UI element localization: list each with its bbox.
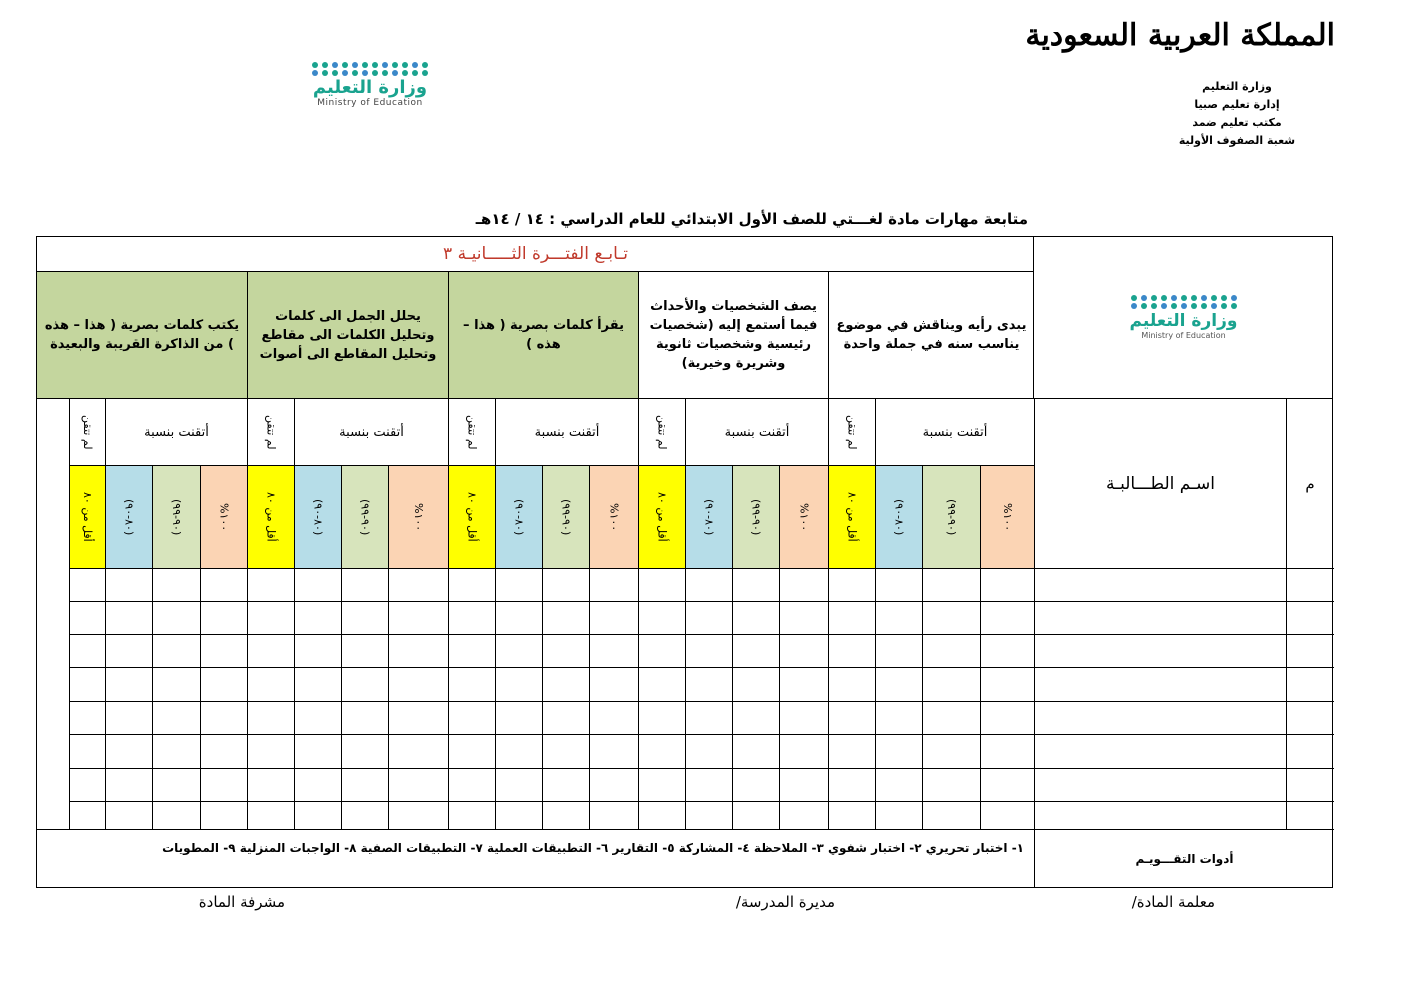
logo-dots-icon [300, 62, 440, 68]
score-cell[interactable] [542, 734, 589, 768]
score-cell[interactable] [388, 701, 448, 734]
evaluation-tools-list: ١- اختبار تحريري ٢- اختبار شفوي ٣- الملاحظة ٤- المشاركة ٥- التقارير ٦- التطبيقات العملية ٧- التطبيقات الصفية ٨- الواجبات المنزلية ٩- المطويات [36, 829, 1034, 888]
student-name-cell[interactable] [1034, 768, 1286, 801]
score-cell[interactable] [448, 734, 495, 768]
table-logo-cell [1033, 236, 1333, 398]
not-mastered-header: لم تتقن [448, 398, 495, 465]
score-cell[interactable] [685, 568, 732, 601]
score-cell[interactable] [779, 701, 828, 734]
ministry-logo [300, 62, 440, 108]
score-cell[interactable] [589, 667, 638, 701]
score-cell[interactable] [200, 768, 247, 801]
score-cell[interactable] [294, 568, 341, 601]
score-cell[interactable] [200, 568, 247, 601]
score-cell[interactable] [341, 801, 388, 829]
skill-header: يقرأ كلمات بصرية ( هذا – هذه ) [448, 271, 638, 398]
score-cell[interactable] [69, 701, 105, 734]
header-lines [1167, 78, 1307, 150]
score-cell[interactable] [980, 634, 1034, 667]
score-cell[interactable] [732, 701, 779, 734]
score-cell[interactable] [589, 768, 638, 801]
score-cell[interactable] [875, 734, 922, 768]
score-cell[interactable] [105, 768, 152, 801]
range-header: (٩٠-٩٩) [341, 465, 388, 568]
range-header: (٨٠-٩٠) [105, 465, 152, 568]
ministry-name-en: Ministry of Education [1141, 331, 1226, 340]
score-cell[interactable] [294, 667, 341, 701]
score-cell[interactable] [294, 801, 341, 829]
score-cell[interactable] [69, 734, 105, 768]
score-cell[interactable] [875, 634, 922, 667]
score-cell[interactable] [105, 701, 152, 734]
score-cell[interactable] [638, 634, 685, 667]
score-cell[interactable] [200, 667, 247, 701]
score-cell[interactable] [105, 667, 152, 701]
score-cell[interactable] [732, 768, 779, 801]
score-cell[interactable] [388, 667, 448, 701]
score-cell[interactable] [779, 667, 828, 701]
number-header: م [1286, 398, 1333, 568]
score-cell[interactable] [69, 801, 105, 829]
score-cell[interactable] [875, 768, 922, 801]
score-cell[interactable] [448, 768, 495, 801]
header-line: شعبة الصفوف الأولية [1178, 134, 1296, 147]
score-cell[interactable] [732, 667, 779, 701]
score-cell[interactable] [828, 634, 875, 667]
score-cell[interactable] [200, 801, 247, 829]
score-cell[interactable] [980, 667, 1034, 701]
score-cell[interactable] [779, 568, 828, 601]
score-cell[interactable] [922, 601, 980, 634]
score-cell[interactable] [980, 701, 1034, 734]
skill-header: يبدى رأيه ويناقش في موضوع يناسب سنه في جملة واحدة [828, 271, 1034, 398]
score-cell[interactable] [589, 801, 638, 829]
score-cell[interactable] [922, 701, 980, 734]
student-name-cell[interactable] [1034, 568, 1286, 601]
range-header: (٨٠-٩٠) [875, 465, 922, 568]
score-cell[interactable] [247, 601, 294, 634]
score-cell[interactable] [495, 768, 542, 801]
score-cell[interactable] [828, 601, 875, 634]
evaluation-tools-label: أدوات التقـــويـم [1034, 829, 1334, 888]
score-cell[interactable] [828, 568, 875, 601]
score-cell[interactable] [247, 734, 294, 768]
score-cell[interactable] [875, 601, 922, 634]
skill-header: يصف الشخصيات والأحداث فيما أستمع إليه (شخصيات رئيسية وشخصيات ثانوية وشريرة وخيرية) [638, 271, 828, 398]
mastered-header: أتقنت بنسبة [685, 398, 828, 465]
score-cell[interactable] [732, 734, 779, 768]
score-cell[interactable] [779, 601, 828, 634]
range-header: (٨٠-٩٠) [495, 465, 542, 568]
score-cell[interactable] [779, 634, 828, 667]
score-cell[interactable] [495, 667, 542, 701]
score-cell[interactable] [589, 568, 638, 601]
empty-column [36, 398, 69, 804]
score-cell[interactable] [495, 801, 542, 829]
score-cell[interactable] [448, 634, 495, 667]
score-cell[interactable] [589, 734, 638, 768]
not-mastered-header: لم تتقن [247, 398, 294, 465]
supervisor-signature: مشرفة المادة [198, 893, 285, 911]
range-header: ١٠٠% [200, 465, 247, 568]
score-cell[interactable] [341, 568, 388, 601]
score-cell[interactable] [448, 667, 495, 701]
score-cell[interactable] [152, 768, 200, 801]
teacher-signature: معلمة المادة/ [1131, 893, 1215, 911]
score-cell[interactable] [341, 701, 388, 734]
score-cell[interactable] [448, 801, 495, 829]
score-cell[interactable] [247, 667, 294, 701]
score-cell[interactable] [638, 734, 685, 768]
score-cell[interactable] [341, 601, 388, 634]
range-header: (٩٠-٩٩) [152, 465, 200, 568]
score-cell[interactable] [388, 801, 448, 829]
score-cell[interactable] [200, 701, 247, 734]
score-cell[interactable] [685, 768, 732, 801]
range-header: أقل من ٨٠ [638, 465, 685, 568]
student-name-cell[interactable] [1034, 801, 1286, 829]
skill-header: يحلل الجمل الى كلمات وتحليل الكلمات الى مقاطع وتحليل المقاطع الى أصوات [247, 271, 448, 398]
student-number-cell[interactable] [1286, 701, 1334, 734]
score-cell[interactable] [105, 601, 152, 634]
score-cell[interactable] [638, 568, 685, 601]
score-cell[interactable] [638, 601, 685, 634]
ministry-name-ar: وزارة التعليم [1129, 311, 1238, 331]
score-cell[interactable] [247, 768, 294, 801]
range-header: ١٠٠% [980, 465, 1034, 568]
score-cell[interactable] [685, 701, 732, 734]
student-name-cell[interactable] [1034, 667, 1286, 701]
range-header: أقل من ٨٠ [69, 465, 105, 568]
range-header: (٨٠-٩٠) [294, 465, 341, 568]
score-cell[interactable] [542, 568, 589, 601]
score-cell[interactable] [105, 801, 152, 829]
score-cell[interactable] [589, 601, 638, 634]
score-cell[interactable] [247, 568, 294, 601]
score-cell[interactable] [542, 601, 589, 634]
score-cell[interactable] [294, 701, 341, 734]
ministry-name-ar: وزارة التعليم [312, 77, 428, 98]
score-cell[interactable] [69, 768, 105, 801]
score-cell[interactable] [247, 634, 294, 667]
range-header: (٨٠-٩٠) [685, 465, 732, 568]
ministry-name-en: Ministry of Education [317, 98, 423, 108]
kingdom-logo: المملكة العربية السعودية [1025, 18, 1335, 53]
score-cell[interactable] [980, 768, 1034, 801]
score-cell[interactable] [589, 701, 638, 734]
score-cell[interactable] [294, 634, 341, 667]
score-cell[interactable] [875, 701, 922, 734]
student-name-cell[interactable] [1034, 701, 1286, 734]
student-number-cell[interactable] [1286, 667, 1334, 701]
student-number-cell[interactable] [1286, 634, 1334, 667]
score-cell[interactable] [732, 801, 779, 829]
score-cell[interactable] [200, 734, 247, 768]
student-number-cell[interactable] [1286, 601, 1334, 634]
score-cell[interactable] [589, 634, 638, 667]
score-cell[interactable] [388, 601, 448, 634]
score-cell[interactable] [542, 634, 589, 667]
student-name-cell[interactable] [1034, 734, 1286, 768]
score-cell[interactable] [495, 634, 542, 667]
period-title: تـابـع الفتـــرة الثـــــانيـة ٣ [36, 236, 1034, 271]
range-header: ١٠٠% [388, 465, 448, 568]
principal-signature: مديرة المدرسة/ [735, 893, 835, 911]
score-cell[interactable] [152, 734, 200, 768]
student-name-cell[interactable] [1034, 601, 1286, 634]
score-cell[interactable] [294, 734, 341, 768]
range-header: ١٠٠% [779, 465, 828, 568]
header-line: وزارة التعليم [1202, 80, 1272, 93]
score-cell[interactable] [152, 801, 200, 829]
score-cell[interactable] [388, 734, 448, 768]
score-cell[interactable] [388, 768, 448, 801]
score-cell[interactable] [922, 801, 980, 829]
range-header: أقل من ٨٠ [448, 465, 495, 568]
score-cell[interactable] [341, 734, 388, 768]
mastered-header: أتقنت بنسبة [105, 398, 247, 465]
score-cell[interactable] [828, 768, 875, 801]
score-cell[interactable] [152, 667, 200, 701]
score-cell[interactable] [152, 568, 200, 601]
score-cell[interactable] [980, 601, 1034, 634]
score-cell[interactable] [69, 601, 105, 634]
score-cell[interactable] [341, 667, 388, 701]
score-cell[interactable] [200, 601, 247, 634]
score-cell[interactable] [542, 768, 589, 801]
score-cell[interactable] [638, 701, 685, 734]
score-cell[interactable] [922, 667, 980, 701]
score-cell[interactable] [685, 734, 732, 768]
score-cell[interactable] [828, 801, 875, 829]
header-line: مكتب تعليم ضمد [1192, 116, 1282, 129]
score-cell[interactable] [685, 601, 732, 634]
score-cell[interactable] [200, 634, 247, 667]
score-cell[interactable] [685, 667, 732, 701]
score-cell[interactable] [294, 601, 341, 634]
score-cell[interactable] [922, 634, 980, 667]
student-number-cell[interactable] [1286, 801, 1334, 829]
score-cell[interactable] [69, 634, 105, 667]
score-cell[interactable] [495, 568, 542, 601]
score-cell[interactable] [980, 734, 1034, 768]
score-cell[interactable] [388, 568, 448, 601]
score-cell[interactable] [922, 734, 980, 768]
score-cell[interactable] [69, 667, 105, 701]
score-cell[interactable] [152, 701, 200, 734]
student-number-cell[interactable] [1286, 734, 1334, 768]
score-cell[interactable] [638, 667, 685, 701]
score-cell[interactable] [69, 568, 105, 601]
not-mastered-header: لم تتقن [828, 398, 875, 465]
score-cell[interactable] [105, 734, 152, 768]
score-cell[interactable] [732, 634, 779, 667]
score-cell[interactable] [542, 667, 589, 701]
range-header: (٩٠-٩٩) [542, 465, 589, 568]
page-title: متابعة مهارات مادة لغـــتي للصف الأول الابتدائي للعام الدراسي : ١٤ / ١٤هـ [475, 210, 1028, 228]
mastered-header: أتقنت بنسبة [875, 398, 1034, 465]
not-mastered-header: لم تتقن [638, 398, 685, 465]
score-cell[interactable] [495, 734, 542, 768]
score-cell[interactable] [247, 701, 294, 734]
score-cell[interactable] [448, 701, 495, 734]
range-header: أقل من ٨٠ [247, 465, 294, 568]
score-cell[interactable] [448, 568, 495, 601]
range-header: أقل من ٨٠ [828, 465, 875, 568]
score-cell[interactable] [779, 768, 828, 801]
score-cell[interactable] [828, 734, 875, 768]
score-cell[interactable] [341, 634, 388, 667]
score-cell[interactable] [341, 768, 388, 801]
score-cell[interactable] [922, 568, 980, 601]
score-cell[interactable] [875, 801, 922, 829]
range-header: ١٠٠% [589, 465, 638, 568]
score-cell[interactable] [152, 634, 200, 667]
not-mastered-header: لم تتقن [69, 398, 105, 465]
score-cell[interactable] [980, 568, 1034, 601]
score-cell[interactable] [638, 768, 685, 801]
student-number-cell[interactable] [1286, 568, 1334, 601]
score-cell[interactable] [495, 601, 542, 634]
score-cell[interactable] [542, 801, 589, 829]
skill-header: يكتب كلمات بصرية ( هذا – هذه ) من الذاكرة القريبة والبعيدة [36, 271, 247, 398]
mastered-header: أتقنت بنسبة [495, 398, 638, 465]
score-cell[interactable] [247, 801, 294, 829]
tracking-table [36, 236, 1333, 888]
score-cell[interactable] [685, 801, 732, 829]
range-header: (٩٠-٩٩) [732, 465, 779, 568]
score-cell[interactable] [638, 801, 685, 829]
score-cell[interactable] [152, 601, 200, 634]
range-header: (٩٠-٩٩) [922, 465, 980, 568]
score-cell[interactable] [732, 568, 779, 601]
score-cell[interactable] [875, 667, 922, 701]
student-name-header: اسـم الطـــالبـة [1034, 398, 1286, 568]
score-cell[interactable] [495, 701, 542, 734]
score-cell[interactable] [922, 768, 980, 801]
score-cell[interactable] [980, 801, 1034, 829]
score-cell[interactable] [732, 601, 779, 634]
score-cell[interactable] [448, 601, 495, 634]
score-cell[interactable] [828, 701, 875, 734]
score-cell[interactable] [294, 768, 341, 801]
mastered-header: أتقنت بنسبة [294, 398, 448, 465]
score-cell[interactable] [105, 568, 152, 601]
score-cell[interactable] [388, 634, 448, 667]
score-cell[interactable] [875, 568, 922, 601]
score-cell[interactable] [828, 667, 875, 701]
score-cell[interactable] [105, 634, 152, 667]
header-line: إدارة تعليم صبيا [1194, 98, 1280, 111]
score-cell[interactable] [779, 801, 828, 829]
score-cell[interactable] [542, 701, 589, 734]
logo-dots-icon [1131, 295, 1237, 301]
student-name-cell[interactable] [1034, 634, 1286, 667]
student-number-cell[interactable] [1286, 768, 1334, 801]
score-cell[interactable] [685, 634, 732, 667]
score-cell[interactable] [779, 734, 828, 768]
